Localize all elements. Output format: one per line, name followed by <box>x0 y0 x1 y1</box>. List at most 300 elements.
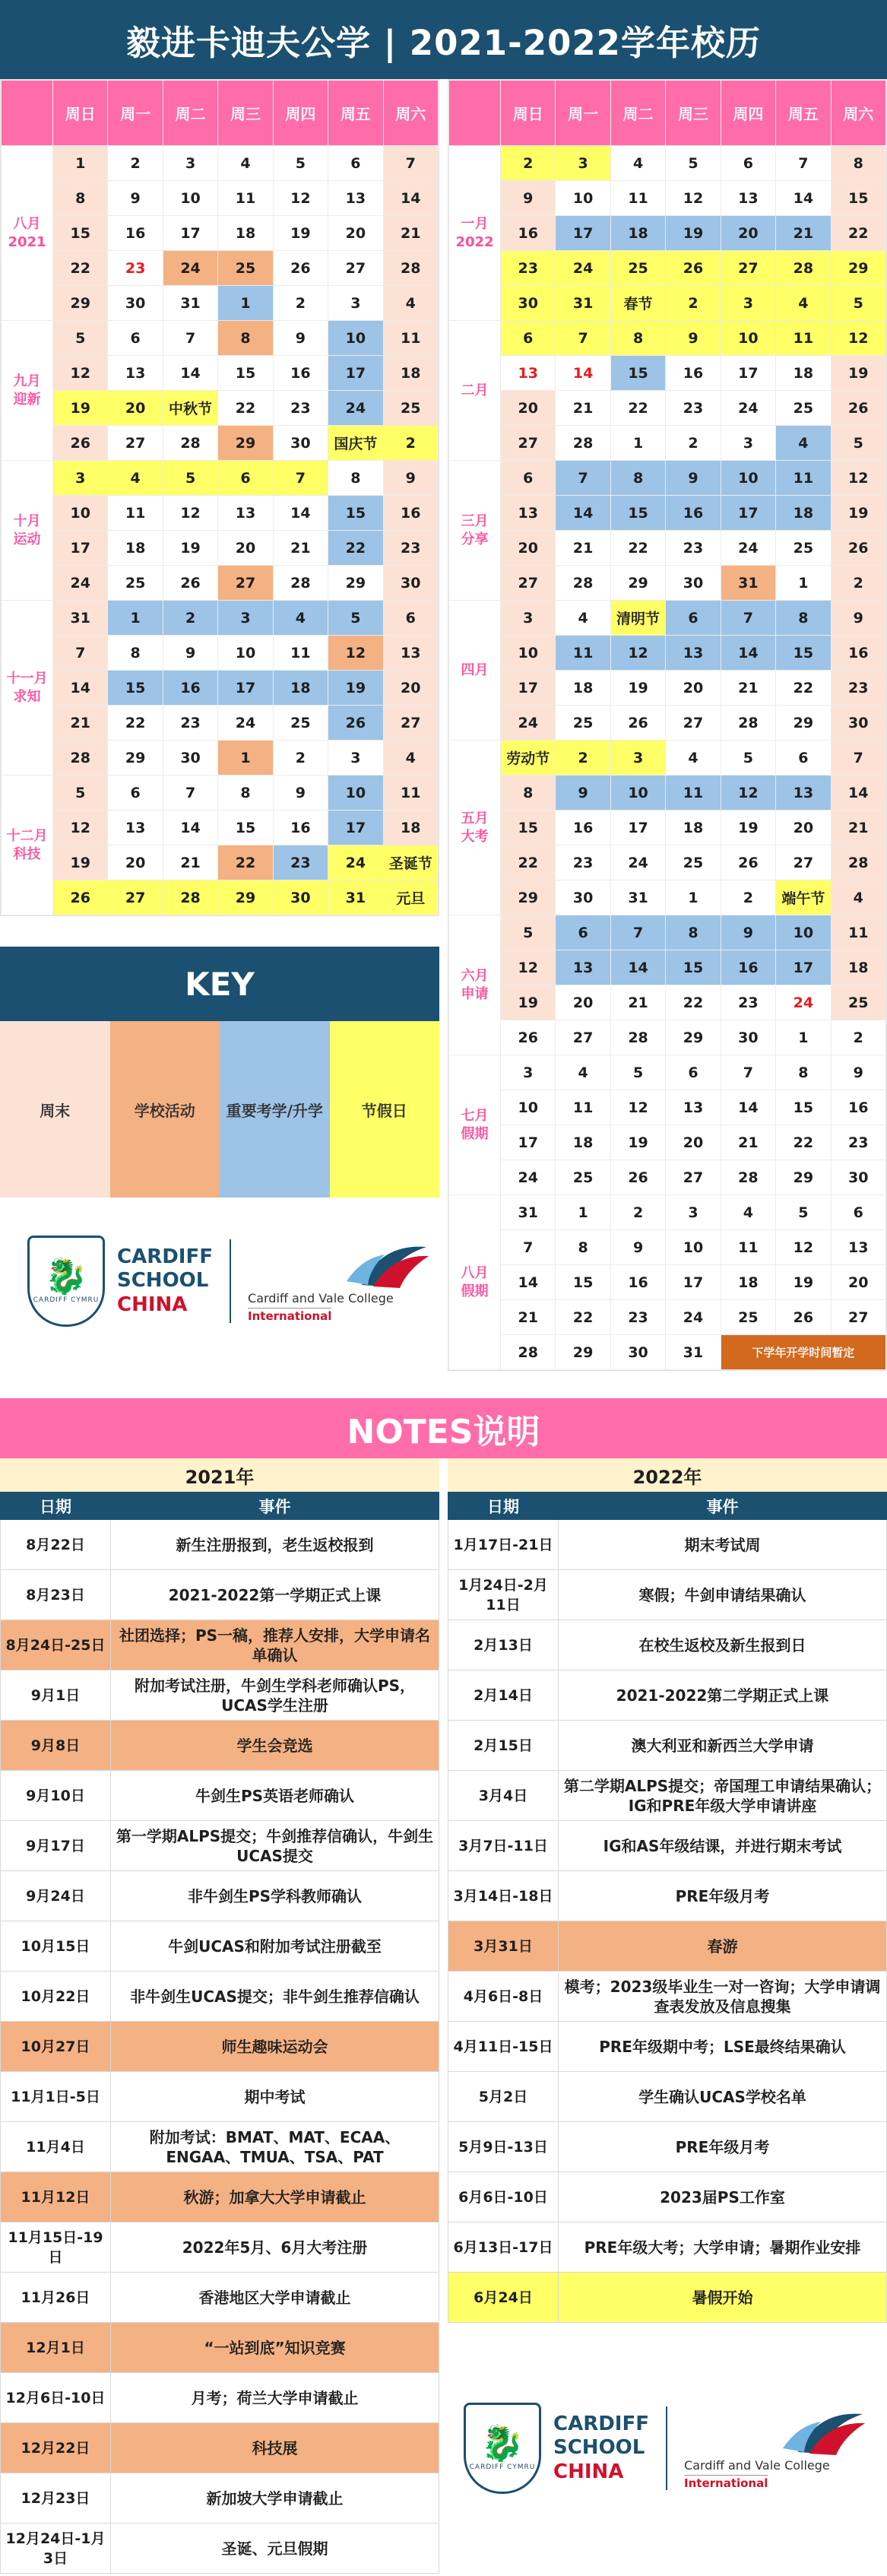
note-row <box>448 1871 887 1921</box>
note-date: 11月4日 <box>1 2122 111 2172</box>
day-cell: 29 <box>218 426 273 461</box>
legend-item: 周末 <box>0 1021 110 1198</box>
day-cell: 23 <box>383 531 438 566</box>
day-cell: 24 <box>53 566 108 601</box>
day-cell: 10 <box>328 776 383 811</box>
day-cell: 21 <box>53 706 108 741</box>
day-cell: 22 <box>218 391 273 426</box>
day-cell: 14 <box>273 496 328 531</box>
day-cell: 30 <box>831 1160 885 1195</box>
weekday-header: 周三 <box>218 81 273 146</box>
notes-table-2022 <box>448 1492 887 2323</box>
day-cell: 24 <box>721 391 775 426</box>
day-cell: 24 <box>328 391 383 426</box>
month-label: 六月 申请 <box>449 915 501 1055</box>
day-cell: 12 <box>610 636 665 671</box>
day-cell: 9 <box>610 1230 665 1265</box>
day-cell: 9 <box>273 776 328 811</box>
note-event: 第一学期ALPS提交；牛剑推荐信确认，牛剑生UCAS提交 <box>111 1821 439 1871</box>
note-event: 期中考试 <box>111 2072 439 2122</box>
note-event: PRE年级期中考；LSE最终结果确认 <box>559 2022 887 2072</box>
note-date: 3月14日-18日 <box>448 1871 559 1921</box>
day-cell: 14 <box>53 671 108 706</box>
day-cell: 29 <box>831 251 885 286</box>
note-event: IG和AS年级结课，并进行期末考试 <box>559 1821 887 1871</box>
note-event: 期末考试周 <box>559 1520 887 1570</box>
day-cell: 2 <box>556 741 610 776</box>
day-cell: 25 <box>776 531 831 566</box>
day-cell: 22 <box>501 845 556 880</box>
event-header: 事件 <box>111 1493 439 1520</box>
day-cell: 25 <box>108 566 163 601</box>
day-cell: 10 <box>501 1090 556 1125</box>
note-event: 2023届PS工作室 <box>559 2172 887 2222</box>
day-cell: 28 <box>163 880 217 915</box>
day-cell: 8 <box>218 776 273 811</box>
day-cell: 14 <box>721 1090 775 1125</box>
day-cell: 1 <box>556 1195 610 1230</box>
day-cell: 15 <box>776 636 831 671</box>
note-event: 非牛剑生PS学科教师确认 <box>111 1871 439 1921</box>
day-cell: 1 <box>53 146 108 181</box>
day-cell: 10 <box>501 636 556 671</box>
day-cell: 15 <box>218 811 273 845</box>
day-cell: 23 <box>273 845 328 880</box>
day-cell: 9 <box>666 461 721 496</box>
day-cell: 9 <box>831 1055 885 1090</box>
day-cell: 13 <box>501 356 556 391</box>
school-logo <box>27 1236 430 1327</box>
day-cell: 11 <box>776 461 831 496</box>
day-cell: 6 <box>666 601 721 636</box>
college-logo <box>248 1239 430 1323</box>
day-cell: 8 <box>610 461 665 496</box>
day-cell: 24 <box>218 706 273 741</box>
note-row <box>1 1972 439 2022</box>
day-cell: 3 <box>328 741 383 776</box>
day-cell: 31 <box>666 1335 721 1370</box>
day-cell: 4 <box>383 286 438 321</box>
note-date: 4月6日-8日 <box>448 1972 559 2022</box>
legend <box>0 947 439 1198</box>
day-cell: 16 <box>273 356 328 391</box>
day-cell: 6 <box>383 601 438 636</box>
day-cell: 31 <box>501 1195 556 1230</box>
day-cell: 14 <box>556 496 610 531</box>
day-cell: 28 <box>53 741 108 776</box>
day-cell: 26 <box>666 251 721 286</box>
day-cell: 21 <box>831 811 885 845</box>
day-cell: 29 <box>501 880 556 915</box>
day-cell: 24 <box>163 251 217 286</box>
note-date: 1月24日-2月11日 <box>448 1570 559 1620</box>
day-cell: 7 <box>721 601 775 636</box>
day-cell: 2 <box>666 286 721 321</box>
day-cell: 23 <box>831 1125 885 1160</box>
notes-title: NOTES说明 <box>0 1398 887 1458</box>
day-cell: 7 <box>53 636 108 671</box>
page-title: 毅进卡迪夫公学 | 2021-2022学年校历 <box>0 0 887 79</box>
day-cell: 7 <box>163 776 217 811</box>
day-cell: 26 <box>53 426 108 461</box>
day-cell: 27 <box>383 706 438 741</box>
day-cell: 27 <box>721 251 775 286</box>
note-row <box>1 1570 439 1620</box>
note-row <box>1 2172 439 2222</box>
day-cell: 28 <box>831 845 885 880</box>
day-cell: 22 <box>610 531 665 566</box>
day-cell: 13 <box>218 496 273 531</box>
day-cell: 4 <box>831 880 885 915</box>
college-name: Cardiff and Vale College <box>684 2458 830 2473</box>
day-cell: 2 <box>383 426 438 461</box>
day-cell: 21 <box>721 671 775 706</box>
note-date: 10月22日 <box>1 1972 111 2022</box>
day-cell: 12 <box>163 496 217 531</box>
day-cell: 30 <box>721 1020 775 1055</box>
note-event: 学生确认UCAS学校名单 <box>559 2072 887 2122</box>
logo-divider <box>230 1239 231 1323</box>
note-event: 第二学期ALPS提交；帝国理工申请结果确认；IG和PRE年级大学申请讲座 <box>559 1771 887 1821</box>
day-cell: 22 <box>328 531 383 566</box>
day-cell: 4 <box>383 741 438 776</box>
month-label: 三月 分享 <box>449 461 501 601</box>
weekday-header: 周六 <box>383 81 438 146</box>
day-cell: 24 <box>776 985 831 1020</box>
date-header: 日期 <box>1 1493 111 1520</box>
day-cell: 6 <box>501 461 556 496</box>
day-cell: 27 <box>108 426 163 461</box>
day-cell: 下学年开学时间暂定 <box>721 1335 885 1370</box>
note-row <box>1 1721 439 1771</box>
college-sub: International <box>684 2476 768 2490</box>
day-cell: 3 <box>501 1055 556 1090</box>
day-cell: 24 <box>501 706 556 741</box>
day-cell: 6 <box>218 461 273 496</box>
day-cell: 18 <box>273 671 328 706</box>
note-row <box>1 1821 439 1871</box>
weekday-header: 周一 <box>108 81 163 146</box>
month-label: 五月 大考 <box>449 741 501 915</box>
day-cell: 26 <box>328 706 383 741</box>
day-cell: 23 <box>556 845 610 880</box>
day-cell: 17 <box>721 356 775 391</box>
day-cell: 13 <box>328 181 383 216</box>
day-cell: 26 <box>831 531 885 566</box>
day-cell: 25 <box>831 985 885 1020</box>
note-date: 12月6日-10日 <box>1 2373 111 2423</box>
day-cell: 7 <box>610 915 665 950</box>
day-cell: 13 <box>776 776 831 811</box>
note-date: 9月10日 <box>1 1771 111 1821</box>
day-cell: 20 <box>108 391 163 426</box>
note-row <box>1 1620 439 1670</box>
note-event: 附加考试：BMAT、MAT、ECAA、ENGAA、TMUA、TSA、PAT <box>111 2122 439 2172</box>
legend-item: 学校活动 <box>110 1021 220 1198</box>
day-cell: 22 <box>666 985 721 1020</box>
day-cell: 30 <box>108 286 163 321</box>
day-cell: 13 <box>721 181 775 216</box>
day-cell: 11 <box>721 1230 775 1265</box>
day-cell: 5 <box>776 1195 831 1230</box>
note-event: 在校生返校及新生报到日 <box>559 1620 887 1670</box>
day-cell: 7 <box>556 461 610 496</box>
day-cell: 14 <box>831 776 885 811</box>
weekday-header: 周二 <box>163 81 217 146</box>
day-cell: 18 <box>383 811 438 845</box>
day-cell: 23 <box>666 531 721 566</box>
note-date: 12月23日 <box>1 2473 111 2524</box>
day-cell: 26 <box>610 1160 665 1195</box>
day-cell: 8 <box>53 181 108 216</box>
day-cell: 28 <box>273 566 328 601</box>
note-date: 11月26日 <box>1 2273 111 2323</box>
day-cell: 3 <box>721 286 775 321</box>
day-cell: 5 <box>53 321 108 356</box>
note-date: 3月4日 <box>448 1771 559 1821</box>
day-cell: 24 <box>610 845 665 880</box>
day-cell: 28 <box>383 251 438 286</box>
day-cell: 18 <box>776 496 831 531</box>
day-cell: 23 <box>108 251 163 286</box>
day-cell: 11 <box>556 636 610 671</box>
note-date: 8月23日 <box>1 1570 111 1620</box>
day-cell: 25 <box>273 706 328 741</box>
day-cell: 31 <box>53 601 108 636</box>
weekday-header: 周日 <box>53 81 108 146</box>
month-label: 十二月 科技 <box>2 776 53 915</box>
day-cell: 21 <box>556 531 610 566</box>
note-event: 春游 <box>559 1921 887 1972</box>
day-cell: 7 <box>776 146 831 181</box>
day-cell: 28 <box>501 1335 556 1370</box>
day-cell: 10 <box>610 776 665 811</box>
note-date: 5月9日-13日 <box>448 2122 559 2172</box>
day-cell: 16 <box>831 636 885 671</box>
note-row <box>1 1771 439 1821</box>
day-cell: 22 <box>776 671 831 706</box>
day-cell: 16 <box>501 216 556 251</box>
day-cell: 26 <box>776 1300 831 1335</box>
day-cell: 7 <box>831 741 885 776</box>
note-event: 2021-2022第二学期正式上课 <box>559 1670 887 1721</box>
day-cell: 30 <box>383 566 438 601</box>
day-cell: 26 <box>831 391 885 426</box>
day-cell: 9 <box>383 461 438 496</box>
day-cell: 6 <box>556 915 610 950</box>
day-cell: 2 <box>273 286 328 321</box>
day-cell: 6 <box>721 146 775 181</box>
day-cell: 10 <box>666 1230 721 1265</box>
day-cell: 21 <box>273 531 328 566</box>
day-cell: 4 <box>108 461 163 496</box>
note-event: 澳大利亚和新西兰大学申请 <box>559 1721 887 1771</box>
month-label: 八月 2021 <box>2 146 53 321</box>
day-cell: 11 <box>383 776 438 811</box>
day-cell: 14 <box>610 950 665 985</box>
day-cell: 15 <box>53 216 108 251</box>
day-cell: 18 <box>556 1125 610 1160</box>
day-cell: 5 <box>831 426 885 461</box>
note-date: 10月15日 <box>1 1921 111 1972</box>
day-cell: 20 <box>556 985 610 1020</box>
day-cell: 12 <box>328 636 383 671</box>
note-row <box>448 1520 887 1570</box>
note-event: 2022年5月、6月大考注册 <box>111 2222 439 2273</box>
day-cell: 8 <box>218 321 273 356</box>
day-cell: 23 <box>721 985 775 1020</box>
day-cell: 19 <box>666 216 721 251</box>
note-row <box>448 2273 887 2323</box>
note-row <box>1 2222 439 2273</box>
day-cell: 8 <box>610 321 665 356</box>
note-event: 附加考试注册，牛剑生学科老师确认PS，UCAS学生注册 <box>111 1670 439 1721</box>
day-cell: 29 <box>53 286 108 321</box>
day-cell: 17 <box>556 216 610 251</box>
day-cell: 8 <box>556 1230 610 1265</box>
note-event: PRE年级月考 <box>559 1871 887 1921</box>
day-cell: 7 <box>273 461 328 496</box>
day-cell: 22 <box>610 391 665 426</box>
day-cell: 9 <box>831 601 885 636</box>
month-label: 一月 2022 <box>449 146 501 321</box>
day-cell: 3 <box>53 461 108 496</box>
day-cell: 12 <box>831 461 885 496</box>
day-cell: 12 <box>610 1090 665 1125</box>
day-cell: 26 <box>721 845 775 880</box>
note-date: 8月22日 <box>1 1520 111 1570</box>
day-cell: 2 <box>721 880 775 915</box>
day-cell: 22 <box>556 1300 610 1335</box>
day-cell: 15 <box>218 356 273 391</box>
day-cell: 9 <box>108 181 163 216</box>
corner-cell <box>2 81 53 146</box>
day-cell: 18 <box>721 1265 775 1300</box>
day-cell: 4 <box>666 741 721 776</box>
note-row <box>448 2022 887 2072</box>
note-date: 9月17日 <box>1 1821 111 1871</box>
day-cell: 11 <box>218 181 273 216</box>
day-cell: 8 <box>666 915 721 950</box>
day-cell: 2 <box>501 146 556 181</box>
note-row <box>448 2122 887 2172</box>
day-cell: 19 <box>610 1125 665 1160</box>
day-cell: 10 <box>53 496 108 531</box>
note-event: 秋游；加拿大大学申请截止 <box>111 2172 439 2222</box>
day-cell: 24 <box>666 1300 721 1335</box>
day-cell: 31 <box>610 880 665 915</box>
day-cell: 3 <box>163 146 217 181</box>
note-event: 社团选择；PS一稿，推荐人安排，大学申请名单确认 <box>111 1620 439 1670</box>
day-cell: 22 <box>108 706 163 741</box>
day-cell: 2 <box>666 426 721 461</box>
day-cell: 14 <box>163 356 217 391</box>
day-cell: 3 <box>501 601 556 636</box>
day-cell: 8 <box>776 601 831 636</box>
day-cell: 28 <box>556 566 610 601</box>
day-cell: 20 <box>501 531 556 566</box>
day-cell: 3 <box>666 1195 721 1230</box>
corner-cell <box>449 81 501 146</box>
day-cell: 2 <box>108 146 163 181</box>
day-cell: 18 <box>556 671 610 706</box>
note-event: PRE年级大考；大学申请；暑期作业安排 <box>559 2222 887 2273</box>
day-cell: 31 <box>163 286 217 321</box>
day-cell: 6 <box>328 146 383 181</box>
day-cell: 春节 <box>610 286 665 321</box>
note-row <box>1 2273 439 2323</box>
day-cell: 25 <box>556 706 610 741</box>
note-event: 圣诞、元旦假期 <box>111 2524 439 2574</box>
day-cell: 27 <box>831 1300 885 1335</box>
day-cell: 21 <box>610 985 665 1020</box>
day-cell: 12 <box>53 811 108 845</box>
day-cell: 30 <box>163 741 217 776</box>
day-cell: 25 <box>218 251 273 286</box>
day-cell: 29 <box>556 1335 610 1370</box>
note-row <box>448 2172 887 2222</box>
day-cell: 26 <box>501 1020 556 1055</box>
day-cell: 16 <box>831 1090 885 1125</box>
day-cell: 7 <box>501 1230 556 1265</box>
note-date: 9月8日 <box>1 1721 111 1771</box>
day-cell: 12 <box>501 950 556 985</box>
day-cell: 3 <box>556 146 610 181</box>
day-cell: 16 <box>108 216 163 251</box>
day-cell: 19 <box>831 496 885 531</box>
note-date: 9月1日 <box>1 1670 111 1721</box>
note-event: 师生趣味运动会 <box>111 2022 439 2072</box>
note-event: 科技展 <box>111 2423 439 2473</box>
day-cell: 29 <box>776 1160 831 1195</box>
note-row <box>448 1620 887 1670</box>
note-date: 6月24日 <box>448 2273 559 2323</box>
day-cell: 11 <box>108 496 163 531</box>
note-event: 寒假；牛剑申请结果确认 <box>559 1570 887 1620</box>
note-event: PRE年级月考 <box>559 2122 887 2172</box>
college-name: Cardiff and Vale College <box>248 1291 394 1305</box>
note-row <box>1 2423 439 2473</box>
day-cell: 27 <box>218 566 273 601</box>
day-cell: 31 <box>328 880 383 915</box>
day-cell: 5 <box>666 146 721 181</box>
day-cell: 4 <box>776 426 831 461</box>
day-cell: 12 <box>53 356 108 391</box>
day-cell: 22 <box>53 251 108 286</box>
day-cell: 16 <box>273 811 328 845</box>
day-cell: 14 <box>163 811 217 845</box>
day-cell: 10 <box>556 181 610 216</box>
day-cell: 11 <box>776 321 831 356</box>
day-cell: 10 <box>218 636 273 671</box>
note-event: 香港地区大学申请截止 <box>111 2273 439 2323</box>
day-cell: 15 <box>666 950 721 985</box>
day-cell: 24 <box>328 845 383 880</box>
day-cell: 28 <box>556 426 610 461</box>
day-cell: 21 <box>776 216 831 251</box>
month-label: 四月 <box>449 601 501 741</box>
note-event: 牛剑生PS英语老师确认 <box>111 1771 439 1821</box>
day-cell: 17 <box>610 811 665 845</box>
day-cell: 15 <box>501 811 556 845</box>
weekday-header: 周五 <box>776 81 831 146</box>
calendar-right <box>448 79 887 1371</box>
day-cell: 5 <box>610 1055 665 1090</box>
day-cell: 清明节 <box>610 601 665 636</box>
day-cell: 3 <box>218 601 273 636</box>
note-event: 新加坡大学申请截止 <box>111 2473 439 2524</box>
day-cell: 19 <box>163 531 217 566</box>
